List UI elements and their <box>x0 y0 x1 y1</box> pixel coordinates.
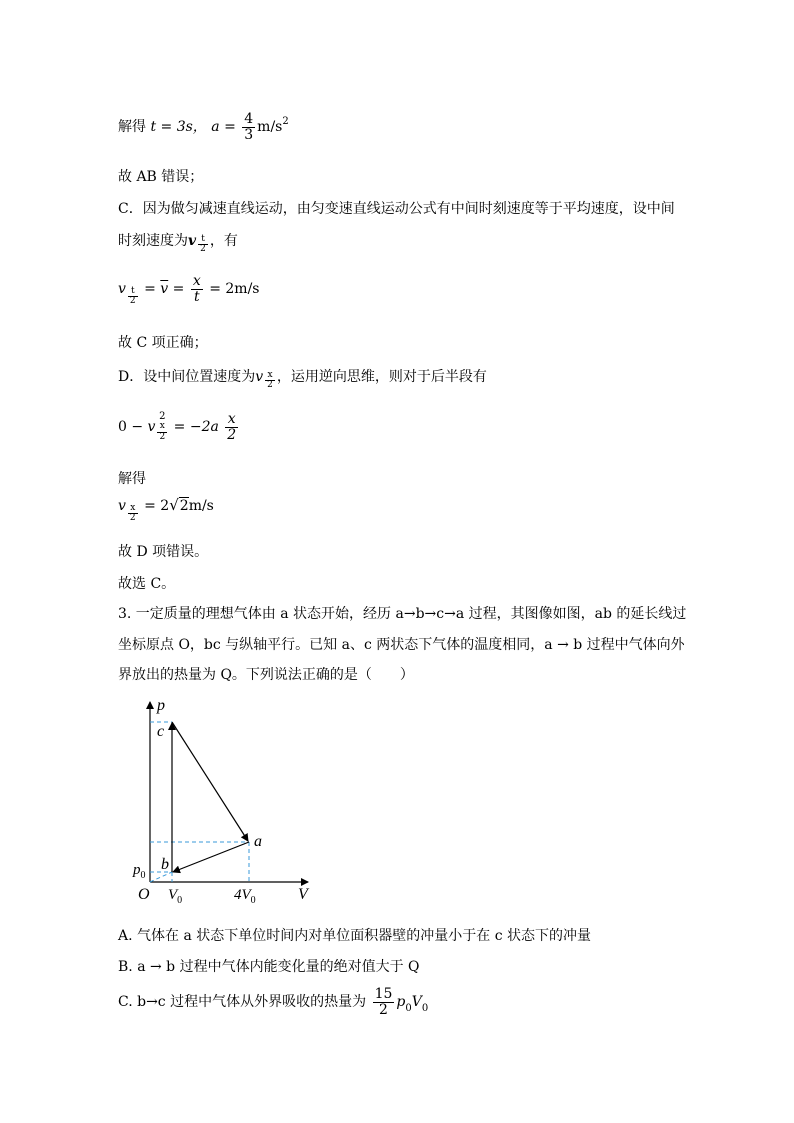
equation-2: 0 − v 2 $\frac{x}{2}$ = −2a $\frac{x}{2}$ <box>118 411 237 443</box>
exponent: 2 <box>282 116 289 128</box>
pv-diagram <box>130 696 330 906</box>
process-a-to-b <box>173 842 249 872</box>
y-axis-label: p <box>157 697 165 714</box>
fraction: $\frac{4}{3}$ <box>244 111 254 143</box>
text: 解得 <box>118 119 146 136</box>
question-3-line-1: 3. 一定质量的理想气体由 a 状态开始，经历 a→b→c→a 过程，其图像如图，ab 的延长线过 <box>118 606 687 622</box>
point-c-label: c <box>157 723 165 740</box>
process-c-to-a <box>172 722 248 841</box>
a-lhs: a = <box>211 119 236 136</box>
v4-label: $4V_0$ <box>234 887 256 906</box>
solution-line-9: 故选 C。 <box>118 576 176 592</box>
p0-label: $p_0$ <box>133 862 146 881</box>
x-axis-label: V <box>298 886 308 903</box>
point-b-label: b <box>161 856 169 873</box>
equation-3: v $\frac{x}{2}$ = 2√2m/s <box>118 496 214 523</box>
option-b: B. a → b 过程中气体内能变化量的绝对值大于 Q <box>118 959 420 975</box>
solution-line-3: C．因为做匀减速直线运动，由匀变速直线运动公式有中间时刻速度等于平均速度，设中间 <box>118 201 675 217</box>
origin-label: O <box>138 886 150 903</box>
unit: m/s <box>257 119 283 136</box>
t-expression: t = 3s， <box>150 119 207 136</box>
equation-1: v $\frac{t}{2}$ = $\overline{v}$ = $\frac{x}{t}$ = 2m/s <box>118 273 260 307</box>
point-a-label: a <box>254 833 262 850</box>
solution-line-2: 故 AB 错误； <box>118 169 204 185</box>
v0-label: $V_0$ <box>168 887 183 906</box>
question-3-line-3: 界放出的热量为 Q。下列说法正确的是（ ） <box>118 667 414 683</box>
solution-line-5: 故 C 项正确； <box>118 335 208 351</box>
guide-origin-extension <box>150 872 172 882</box>
option-c: C. b→c 过程中气体从外界吸收的热量为 $\frac{15}{2}$ $p_0V_0$ <box>118 986 429 1018</box>
solution-line-4: 时刻速度为v $\frac{t}{2}$ ，有 <box>118 233 238 254</box>
solution-line-7: 解得 <box>118 471 146 487</box>
v-symbol: v <box>188 233 197 249</box>
solution-line-1 <box>118 112 289 142</box>
solution-line-6: D．设中间位置速度为v $\frac{x}{2}$ ，运用逆向思维，则对于后半段有 <box>118 369 487 390</box>
question-3-line-2: 坐标原点 O，bc 与纵轴平行。已知 a、c 两状态下气体的温度相同，a → b 过程中气体向外 <box>118 637 685 653</box>
solution-line-8: 故 D 项错误。 <box>118 544 209 560</box>
option-a: A. 气体在 a 状态下单位时间内对单位面积器壁的冲量小于在 c 状态下的冲量 <box>118 928 591 944</box>
